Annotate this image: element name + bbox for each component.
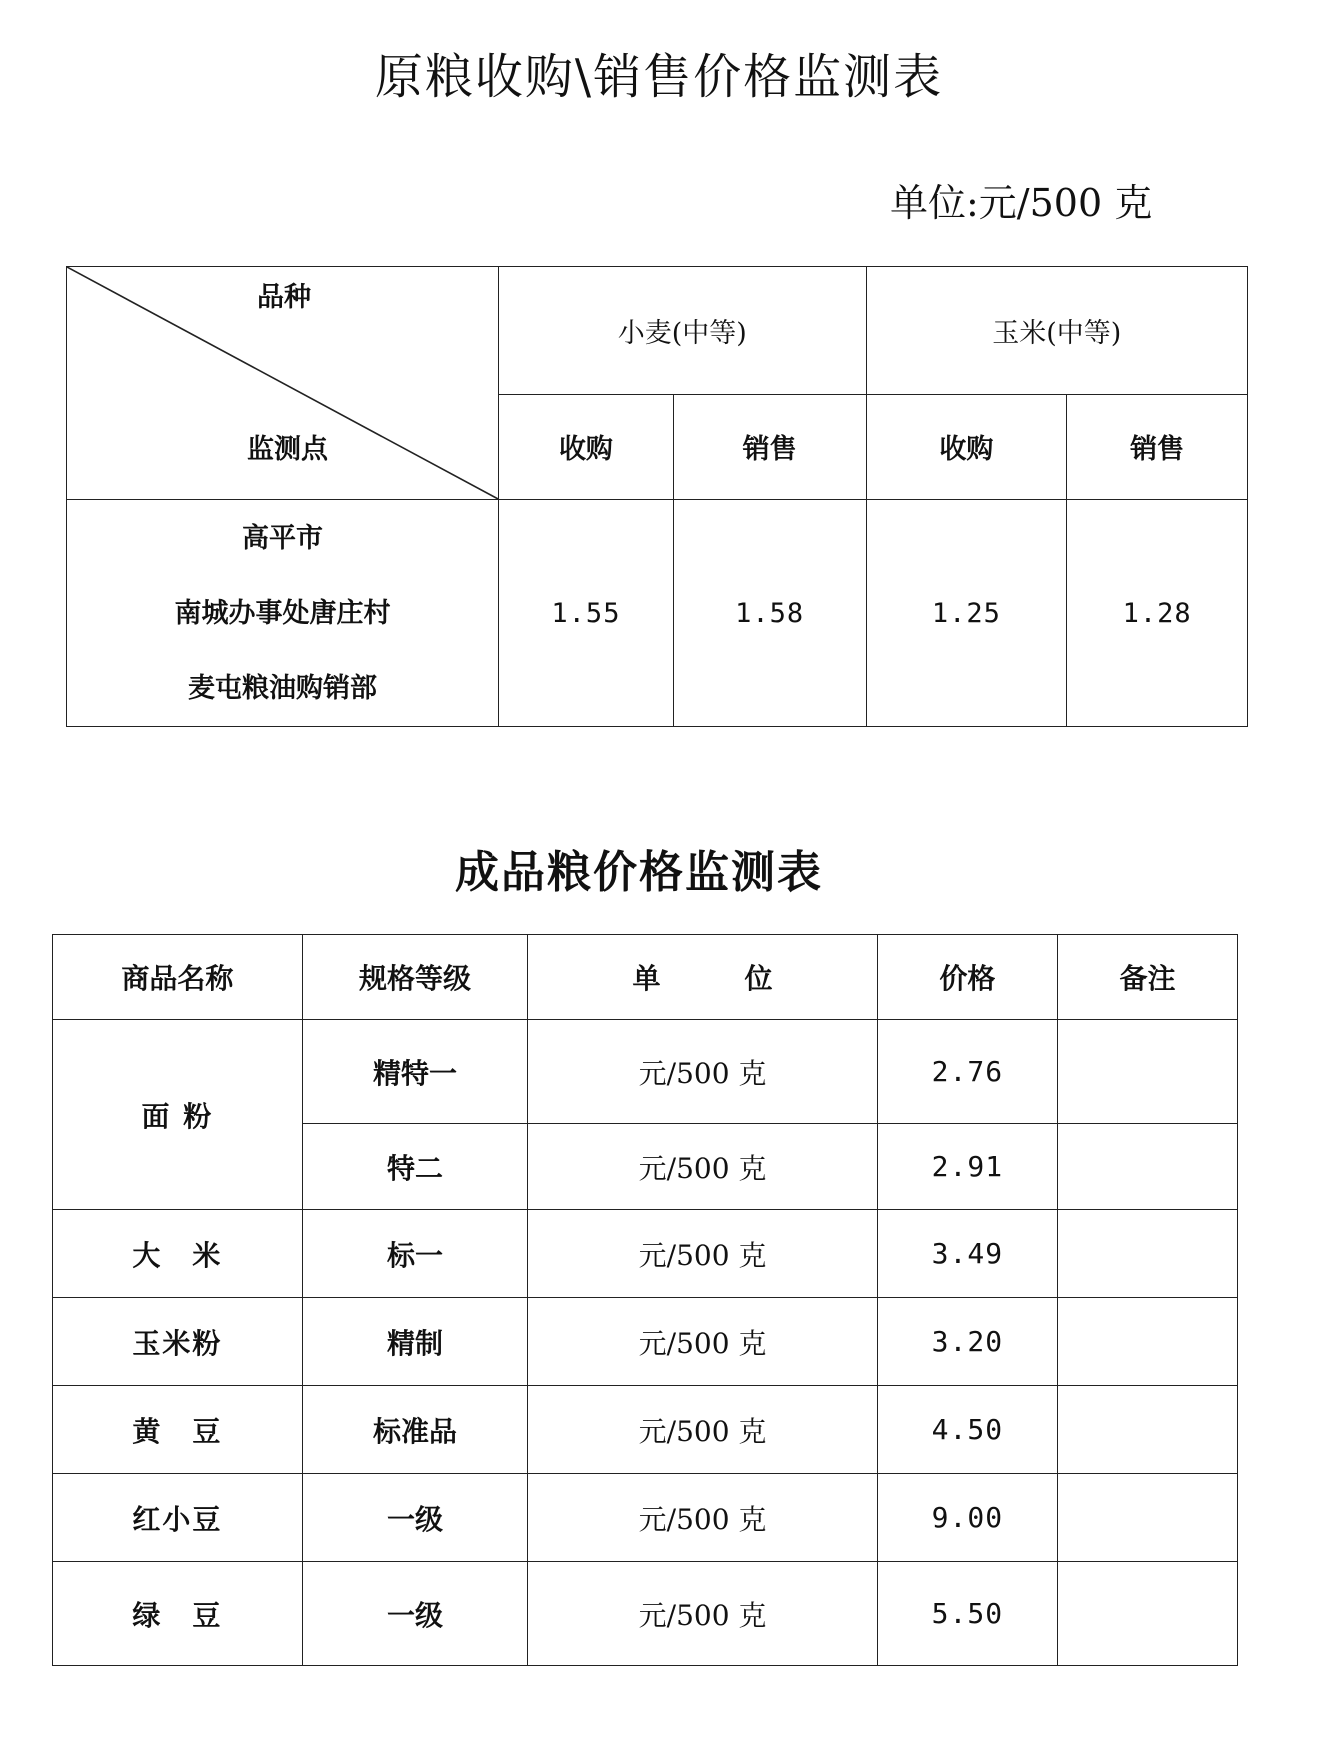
- product-price: 3.20: [877, 1298, 1057, 1386]
- wheat-header: 小麦(中等): [499, 267, 866, 395]
- diagonal-header-cell: [67, 267, 499, 500]
- product-name: 绿 豆: [53, 1562, 303, 1666]
- product-grade: 精特一: [302, 1020, 528, 1124]
- product-remark: [1057, 1298, 1237, 1386]
- header-remark: 备注: [1057, 935, 1237, 1020]
- header-unit: 单 位: [528, 935, 877, 1020]
- product-remark: [1057, 1562, 1237, 1666]
- product-name: 大 米: [53, 1210, 303, 1298]
- product-grade: 标准品: [302, 1386, 528, 1474]
- product-grade: 一级: [302, 1474, 528, 1562]
- variety-label: 品种: [257, 282, 311, 313]
- product-grade: 精制: [302, 1298, 528, 1386]
- wheat-sell-header: 销售: [673, 394, 866, 499]
- raw-grain-price-table: [66, 266, 1248, 727]
- product-grade: 一级: [302, 1562, 528, 1666]
- unit-note: 单位:元/500 克: [890, 181, 1153, 225]
- product-price: 4.50: [877, 1386, 1057, 1474]
- product-unit: 元/500 克: [528, 1474, 877, 1562]
- product-unit: 元/500 克: [528, 1562, 877, 1666]
- table-row: [53, 1386, 1238, 1474]
- table-row: [53, 1210, 1238, 1298]
- product-name: 黄 豆: [53, 1386, 303, 1474]
- product-unit: 元/500 克: [528, 1020, 877, 1124]
- site-line: 南城办事处唐庄村: [174, 597, 391, 629]
- product-remark: [1057, 1020, 1237, 1124]
- product-unit: 元/500 克: [528, 1386, 877, 1474]
- product-price: 3.49: [877, 1210, 1057, 1298]
- product-price: 2.76: [877, 1020, 1057, 1124]
- product-remark: [1057, 1474, 1237, 1562]
- monitoring-site-cell: [67, 500, 499, 727]
- table-row: [53, 1020, 1238, 1124]
- monitoring-point-label: 监测点: [247, 434, 328, 465]
- wheat-sell-price: 1.58: [673, 500, 866, 727]
- corn-buy-price: 1.25: [866, 500, 1067, 727]
- product-unit: 元/500 克: [528, 1124, 877, 1210]
- product-unit: 元/500 克: [528, 1210, 877, 1298]
- raw-grain-table-title: 原粮收购\销售价格监测表: [374, 49, 944, 105]
- product-name: 红小豆: [53, 1474, 303, 1562]
- corn-header: 玉米(中等): [866, 267, 1247, 395]
- site-line: 麦屯粮油购销部: [188, 672, 378, 704]
- header-price: 价格: [877, 935, 1057, 1020]
- site-line: 高平市: [242, 522, 324, 554]
- header-product-name: 商品名称: [53, 935, 303, 1020]
- product-price: 9.00: [877, 1474, 1057, 1562]
- wheat-buy-header: 收购: [499, 394, 674, 499]
- product-price: 2.91: [877, 1124, 1057, 1210]
- table-row: [53, 1562, 1238, 1666]
- header-grade: 规格等级: [302, 935, 528, 1020]
- product-remark: [1057, 1386, 1237, 1474]
- product-name: 面 粉: [53, 1020, 303, 1210]
- product-remark: [1057, 1210, 1237, 1298]
- corn-buy-header: 收购: [866, 394, 1067, 499]
- wheat-buy-price: 1.55: [499, 500, 674, 727]
- product-grade: 特二: [302, 1124, 528, 1210]
- table-row: [53, 1298, 1238, 1386]
- corn-sell-price: 1.28: [1067, 500, 1248, 727]
- product-remark: [1057, 1124, 1237, 1210]
- finished-grain-table-title: 成品粮价格监测表: [455, 847, 823, 898]
- product-grade: 标一: [302, 1210, 528, 1298]
- corn-sell-header: 销售: [1067, 394, 1248, 499]
- product-unit: 元/500 克: [528, 1298, 877, 1386]
- table-row: [53, 1474, 1238, 1562]
- product-price: 5.50: [877, 1562, 1057, 1666]
- product-name: 玉米粉: [53, 1298, 303, 1386]
- finished-grain-price-table: [52, 934, 1238, 1666]
